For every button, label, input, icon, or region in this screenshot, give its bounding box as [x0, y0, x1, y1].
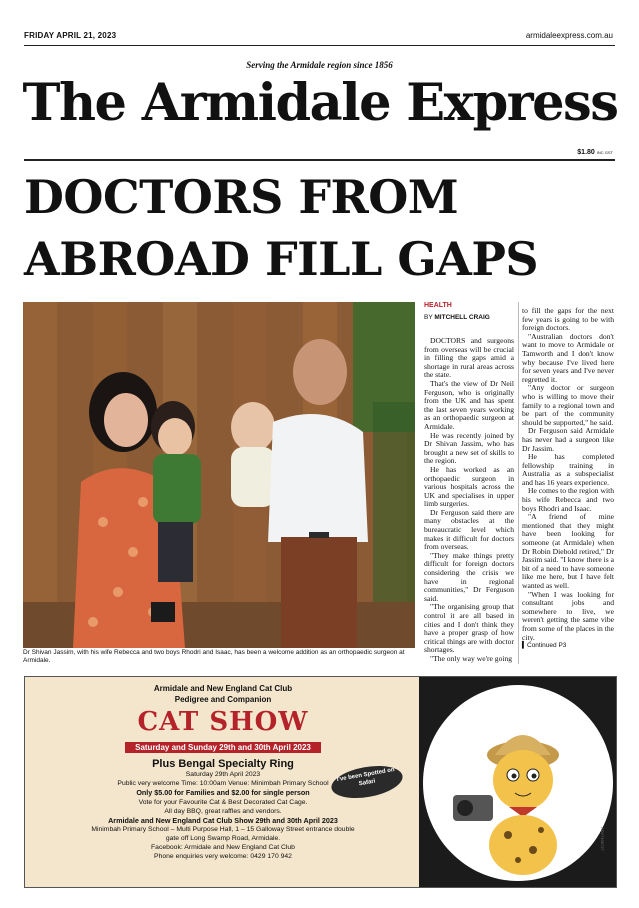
tagline: Serving the Armidale region since 1856: [246, 60, 393, 70]
ad-venue-line-2: gate off Long Swamp Road, Armidale.: [165, 835, 281, 842]
ad-time-line: Public very welcome Time: 10:00am Venue: Minimbah Primary School: [117, 780, 329, 787]
price-value: $1.80: [577, 149, 595, 156]
continued-marker: ▍: [522, 642, 527, 650]
article-column-2: [522, 307, 614, 651]
paragraph: DOCTORS and surgeons from overseas will be crucial in filling the gaps amid a shortage in rural areas across the state.: [424, 336, 514, 380]
headline-line-1: DOCTORS FROM: [24, 170, 459, 224]
article-column-1: [424, 337, 514, 664]
paragraph: He has worked as an orthopaedic surgeon in various hospitals across the UK and specialises in upper limb surgeries.: [424, 464, 514, 509]
paragraph: "They make things pretty difficult for foreign doctors considering the crisis we have in regional communities," Dr Ferguson said.: [424, 550, 514, 603]
paragraph: Dr Ferguson said there are many obstacles at the bureaucratic level which makes it difficult for doctors from overseas.: [424, 507, 514, 552]
continued-text: Continued P3: [527, 642, 567, 650]
paragraph: "The only way we're going: [430, 653, 513, 663]
continued-link[interactable]: [522, 642, 614, 651]
price: [577, 149, 613, 156]
ad-bengal-ring: Plus Bengal Specialty Ring: [152, 758, 294, 770]
paragraph: He comes to the region with his wife Rebecca and two boys Rhodri and Isaac.: [522, 486, 614, 513]
paragraph: "A friend of mine mentioned that they might have been looking for someone (at Armidale) when Dr Robin Diebold retired," Dr Jassim said. "I know there is a bit of a need to have someone like me here, but I have felt wanted as well.: [522, 512, 614, 590]
ad-speech-bubble: I've been Spotted on Safari: [329, 761, 405, 803]
author-name: MITCHELL CRAIG: [434, 314, 490, 321]
ad-facebook: Facebook: Armidale and New England Cat Club: [151, 844, 295, 851]
ad-phone: Phone enquiries very welcome: 0429 170 942: [154, 853, 292, 860]
photo-caption: Dr Shivan Jassim, with his wife Rebecca and two boys Rhodri and Isaac, has been a welcome addition as an orthopaedic surgeon at Armidale.: [23, 649, 405, 664]
ad-date-line: Saturday 29th April 2023: [185, 771, 261, 778]
website-url[interactable]: armidaleexpress.com.au: [525, 31, 613, 40]
ad-code: ADV7100727: [600, 827, 605, 851]
ad-title: CAT SHOW: [137, 707, 309, 737]
ad-subtitle: Pedigree and Companion: [174, 695, 272, 704]
price-note: INC GST: [596, 150, 613, 155]
top-rule: [24, 45, 615, 46]
masthead-rule: [24, 159, 615, 161]
paragraph: "When I was looking for consultant jobs and somewhere to live, we weren't getting the same vibe from some of the places in the city.: [522, 589, 614, 642]
section-label: HEALTH: [424, 302, 452, 309]
ad-club-name: Armidale and New England Cat Club: [153, 684, 293, 693]
paragraph: He has completed fellowship training in Australia as a subspecialist and has 16 years experience.: [522, 452, 614, 487]
family-photo: [23, 302, 415, 648]
cat-show-advertisement[interactable]: [24, 676, 617, 888]
ad-bbq-line: All day BBQ, great raffles and vendors.: [164, 807, 282, 815]
main-headline: [24, 166, 624, 290]
paragraph: He was recently joined by Dr Shivan Jassim, who has brought a new set of skills to the region.: [424, 430, 514, 466]
paragraph: to fill the gaps for the next few years is going to be with foreign doctors.: [522, 306, 614, 333]
ad-show-line: Armidale and New England Cat Club Show 29th and 30th April 2023: [108, 815, 338, 825]
paragraph: Dr Ferguson said Armidale has never had a surgeon like Dr Jassim.: [522, 426, 614, 453]
ad-dates-banner: Saturday and Sunday 29th and 30th April 2023: [125, 742, 321, 753]
ad-price-line: Only $5.00 for Families and $2.00 for single person: [136, 788, 310, 797]
ad-vote-line: Vote for your Favourite Cat & Best Decorated Cat Cage.: [138, 798, 308, 806]
ad-venue-line-1: Minimbah Primary School – Multi Purpose Hall, 1 – 15 Galloway Street entrance double: [91, 826, 355, 833]
paragraph: "Any doctor or surgeon who is willing to move their family to a regional town and be part of the community should be supported," he said.: [522, 383, 614, 427]
masthead: The Armidale Express: [22, 73, 618, 133]
paragraph: "The organising group that control it are all based in cities and I don't think they have a proper grasp of how critical things are with doctor shortages.: [424, 602, 514, 655]
ad-text-block: [83, 683, 363, 861]
ad-cartoon-cat: [423, 685, 613, 881]
byline-prefix: BY: [424, 314, 433, 321]
column-divider: [518, 302, 519, 664]
paragraph: That's the view of Dr Neil Ferguson, who is originally from the UK and has spent the last seven years working as an orthopaedic surgeon at Armidale.: [424, 378, 514, 431]
issue-date: FRIDAY APRIL 21, 2023: [24, 31, 117, 40]
byline: [424, 314, 490, 321]
headline-line-2: ABROAD FILL GAPS: [24, 232, 539, 286]
paragraph: "Australian doctors don't want to move to Armidale or Tamworth and I don't know why because I've lived here for seven years and I've never regretted it.: [522, 331, 614, 384]
